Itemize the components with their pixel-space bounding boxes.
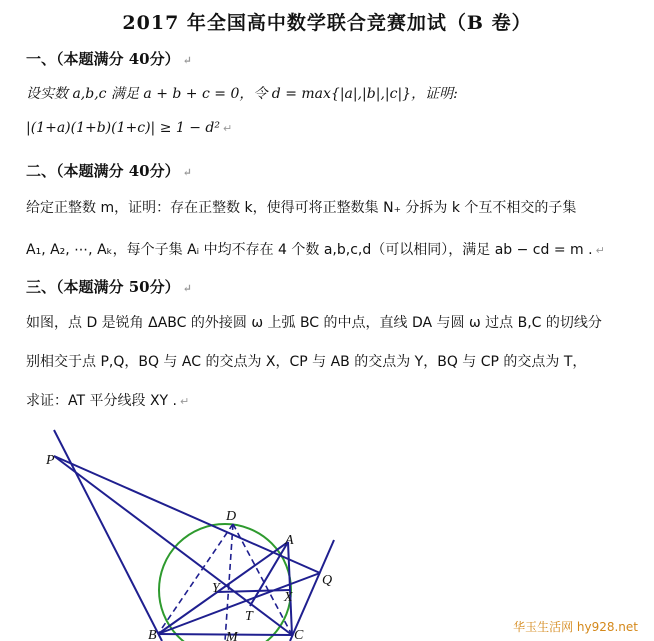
problem-1-line-1: 设实数 a,b,c 满足 a + b + c = 0，令 d = max{|a|,|b|,|c|}，证明: — [26, 86, 458, 102]
watermark: 华玉生活网 hy928.net — [513, 620, 638, 634]
side-ab — [158, 542, 288, 634]
page-title: 2017 年全国高中数学联合竞赛加试（B 卷） — [122, 12, 532, 34]
tangent-at-c — [290, 540, 334, 641]
line-bq — [158, 573, 320, 634]
tangent-at-b — [54, 430, 162, 641]
circumcircle-omega — [159, 524, 291, 641]
problem-2-line-1: 给定正整数 m，证明：存在正整数 k，使得可将正整数集 N₊ 分拆为 k 个互不相交的子集 — [26, 200, 577, 216]
label-c: C — [294, 628, 304, 641]
problem-2-line-2: A₁, A₂, ⋯, Aₖ，每个子集 Aᵢ 中均不存在 4 个数 a,b,c,d（可以相同），满足 ab − cd = m . ↵ — [26, 242, 605, 258]
label-d: D — [226, 509, 237, 524]
label-y: Y — [212, 581, 220, 596]
geometry-figure — [40, 420, 370, 641]
label-m: M — [226, 630, 238, 641]
label-p: P — [46, 453, 55, 468]
problem-1-inequality: |(1+a)(1+b)(1+c)| ≥ 1 − d² ↵ — [26, 120, 233, 136]
label-b: B — [148, 628, 157, 641]
label-q: Q — [322, 573, 333, 588]
problem-3-heading: 三、（本题满分 50分） ↵ — [26, 278, 192, 296]
problem-3-line-1: 如图，点 D 是锐角 ΔABC 的外接圆 ω 上弧 BC 的中点，直线 DA 与圆 ω 过点 B,C 的切线分 — [26, 315, 602, 331]
dashed-dc — [233, 524, 292, 635]
problem-3-line-2: 别相交于点 P,Q，BQ 与 AC 的交点为 X，CP 与 AB 的交点为 Y，BQ 与 CP 的交点为 T， — [26, 354, 587, 370]
segment-xy — [217, 590, 290, 592]
problem-1-heading: 一、（本题满分 40分） ↵ — [26, 50, 192, 68]
label-x: X — [284, 590, 293, 605]
label-t: T — [245, 609, 253, 624]
problem-3-line-3: 求证：AT 平分线段 XY . ↵ — [26, 393, 190, 409]
dashed-db — [158, 524, 233, 634]
label-a: A — [285, 533, 294, 548]
problem-2-heading: 二、（本题满分 40分） ↵ — [26, 162, 192, 180]
